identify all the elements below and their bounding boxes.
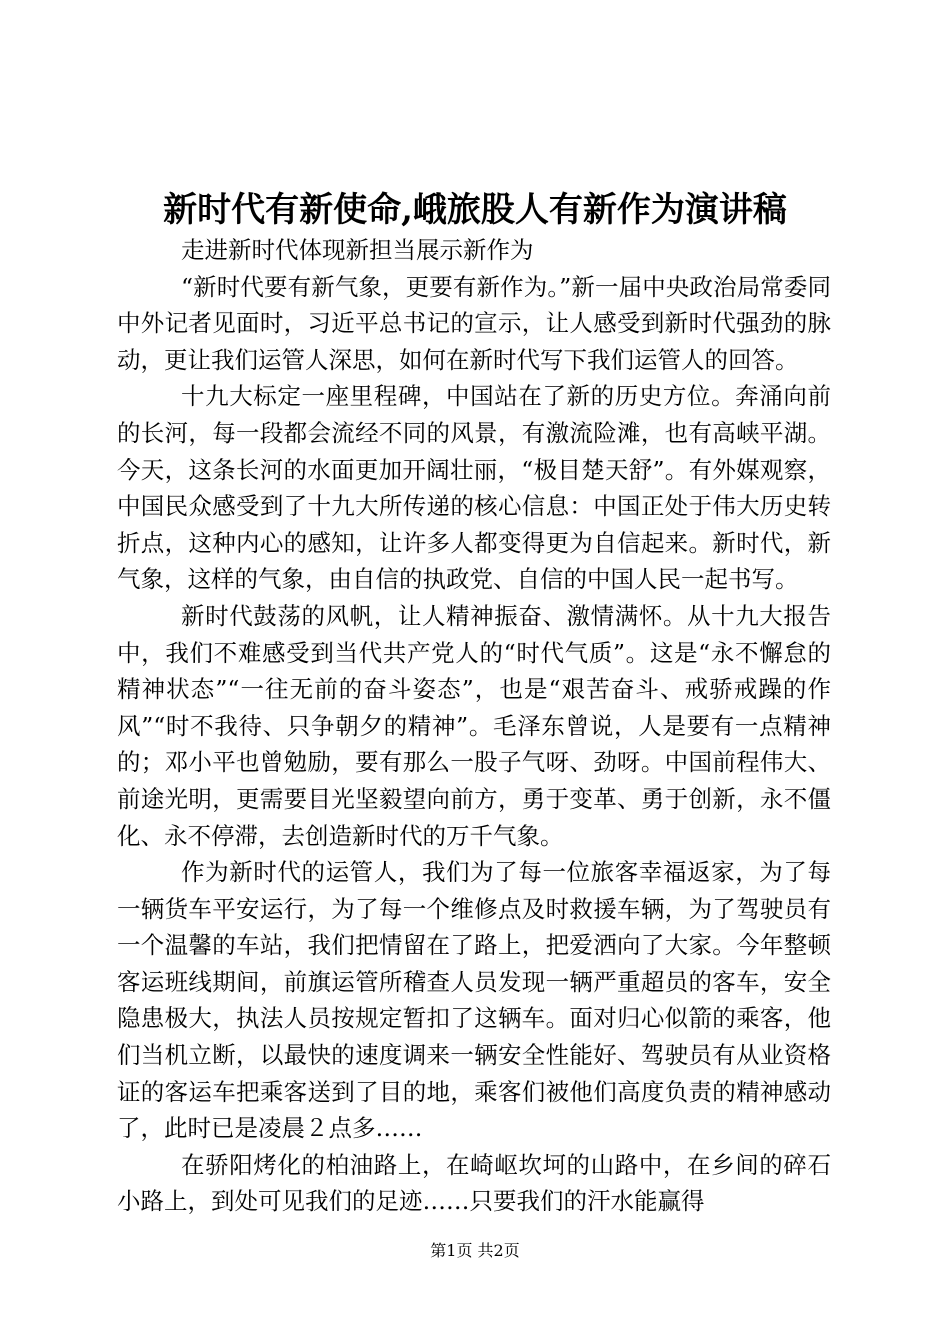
paragraph: “新时代要有新气象，更要有新作为。”新一届中央政治局常委同中外记者见面时，习近平总书记的宣示，让人感受到新时代强劲的脉动，更让我们运管人深思，如何在新时代写下我们运管人的回答。 xyxy=(117,272,831,374)
paragraph: 在骄阳烤化的柏油路上，在崎岖坎坷的山路中，在乡间的碎石小路上，到处可见我们的足迹……只要我们的汗水能赢得 xyxy=(117,1150,831,1216)
paragraph: 新时代鼓荡的风帆，让人精神振奋、激情满怀。从十九大报告中，我们不难感受到当代共产党人的“时代气质”。这是“永不懈怠的精神状态”“一往无前的奋斗姿态”，也是“艰苦奋斗、戒骄戒躁的作风”“时不我待、只争朝夕的精神”。毛泽东曾说，人是要有一点精神的；邓小平也曾勉励，要有那么一股子气呀、劲呀。中国前程伟大、前途光明，更需要目光坚毅望向前方，勇于变革、勇于创新，永不僵化、永不停滞，去创造新时代的万千气象。 xyxy=(117,601,831,850)
document-title: 新时代有新使命,峨旅股人有新作为演讲稿 xyxy=(163,190,787,230)
paragraph: 作为新时代的运管人，我们为了每一位旅客幸福返家，为了每一辆货车平安运行，为了每一个维修点及时救援车辆，为了驾驶员有一个温馨的车站，我们把情留在了路上，把爱洒向了大家。今年整顿客运班线期间，前旗运管所稽查人员发现一辆严重超员的客车，安全隐患极大，执法人员按规定暂扣了这辆车。面对归心似箭的乘客，他们当机立断，以最快的速度调来一辆安全性能好、驾驶员有从业资格证的客运车把乘客送到了目的地，乘客们被他们高度负责的精神感动了，此时已是凌晨２点多…… xyxy=(117,858,831,1143)
document-body xyxy=(117,232,831,1220)
paragraph: 十九大标定一座里程碑，中国站在了新的历史方位。奔涌向前的长河，每一段都会流经不同的风景，有激流险滩，也有高峡平湖。今天，这条长河的水面更加开阔壮丽，“极目楚天舒”。有外媒观察，中国民众感受到了十九大所传递的核心信息：中国正处于伟大历史转折点，这种内心的感知，让许多人都变得更为自信起来。新时代，新气象，这样的气象，由自信的执政党、自信的中国人民一起书写。 xyxy=(117,382,831,594)
page-number-footer: 第1页 共2页 xyxy=(430,1241,520,1260)
document-subtitle: 走进新时代体现新担当展示新作为 xyxy=(181,236,534,264)
